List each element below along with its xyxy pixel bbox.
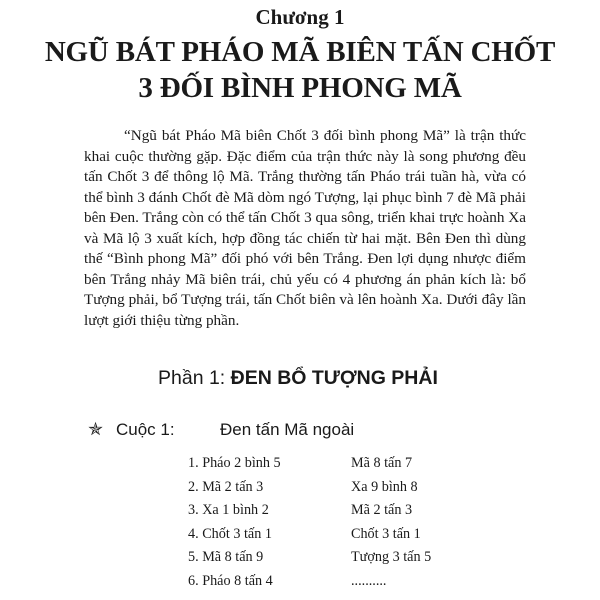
part-name: ĐEN BỔ TƯỢNG PHẢI [230, 367, 438, 389]
black-move: .......... [351, 572, 387, 589]
white-move: 1. Pháo 2 bình 5 [188, 455, 281, 471]
white-move: 3. Xa 1 bình 2 [188, 502, 269, 519]
white-move: 2. Mã 2 tấn 3 [188, 478, 264, 495]
intro-paragraph: “Ngũ bát Pháo Mã biên Chốt 3 đối bình phong Mã” là trận thức khai cuộc thường gặp. Đặc điểm của trận thức này là song phương đều tấn Chốt 3 để thông lộ Mã. Trắng thường tấn Pháo trái tuần hà, vừa có thể bình 3 đánh Chốt đè Mã dòm ngó Tượng, lại phục bình 7 đè Mã phải bên Đen. Trắng còn có thể tấn Chốt 3 qua sông, triển khai trực hoành Xa và Mã lộ 3 xuất kích, hợp đồng tác chiến từ hai mặt. Bên Đen thì dùng thế “Bình phong Mã” đối phó với bên Trắng. Đen lợi dụng nhược điểm bên Trắng nhảy Mã biên trái, chủ yếu có 4 phương án phản kích là: bổ Tượng phải, bổ Tượng trái, tấn Chốt biên và lên hoành Xa. Dưới đây lần lượt giới thiệu từng phần. [84, 127, 526, 329]
black-move: Xa 9 bình 8 [351, 478, 418, 495]
white-move: 5. Mã 8 tấn 9 [188, 549, 264, 566]
black-move: Chốt 3 tấn 1 [351, 525, 421, 542]
part-prefix: Phần 1: [158, 367, 231, 389]
black-move: Mã 2 tấn 3 [351, 502, 413, 519]
chapter-heading: Chương 1 [255, 5, 345, 29]
white-move: 6. Pháo 8 tấn 4 [188, 572, 273, 589]
game-title: Đen tấn Mã ngoài [220, 420, 355, 439]
black-move: Tượng 3 tấn 5 [351, 549, 432, 566]
chapter-title-line-2: 3 ĐỐI BÌNH PHONG MÃ [138, 72, 462, 104]
part-heading [158, 367, 438, 390]
chapter-title-line-1: NGŨ BÁT PHÁO MÃ BIÊN TẤN CHỐT [44, 36, 556, 68]
black-move: Mã 8 tấn 7 [351, 455, 413, 471]
star-icon: ✯ [88, 419, 104, 439]
game-label: Cuộc 1: [116, 420, 175, 439]
white-move: 4. Chốt 3 tấn 1 [188, 525, 272, 542]
